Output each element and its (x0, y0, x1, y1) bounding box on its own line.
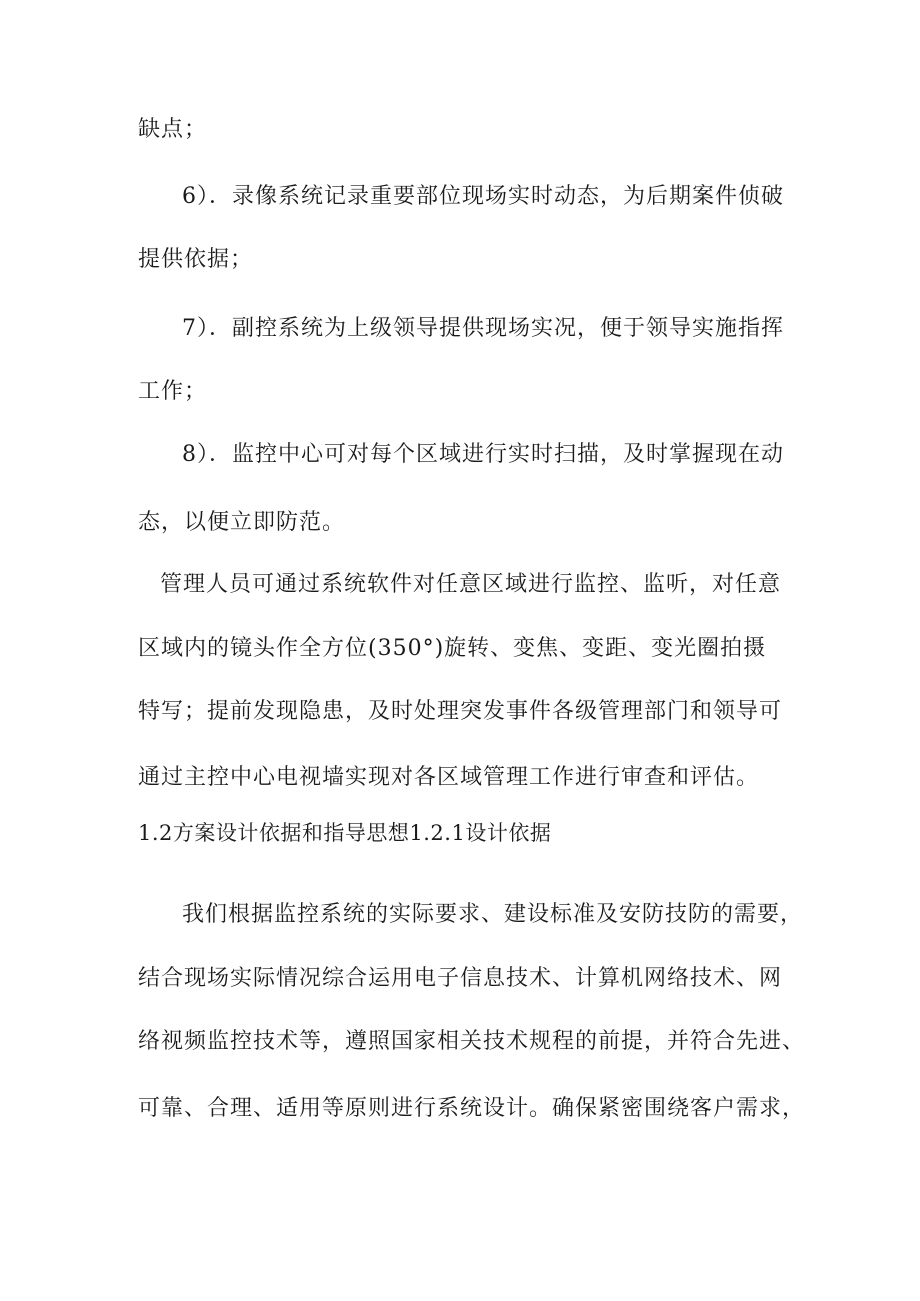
paragraph-line: 区域内的镜头作全方位(350°)旋转、变焦、变距、变光圈拍摄 (138, 636, 767, 661)
section-heading: 1.2方案设计依据和指导思想1.2.1设计依据 (138, 821, 552, 845)
list-item-8-line-1: 8）．监控中心可对每个区域进行实时扫描，及时掌握现在动 (182, 442, 784, 467)
paragraph-line: 通过主控中心电视墙实现对各区域管理工作进行审查和评估。 (138, 765, 760, 790)
list-item-7-line-1: 7）．副控系统为上级领导提供现场实况，便于领导实施指挥 (182, 316, 784, 341)
text-line: 缺点； (138, 117, 208, 142)
paragraph-line: 络视频监控技术等，遵照国家相关技术规程的前提，并符合先进、 (138, 1029, 806, 1054)
paragraph-line: 我们根据监控系统的实际要求、建设标准及安防技防的需要， (182, 902, 804, 927)
paragraph-line: 可靠、合理、适用等原则进行系统设计。确保紧密围绕客户需求， (138, 1096, 806, 1121)
list-item-7-line-2: 工作； (138, 379, 208, 404)
paragraph-line: 特写；提前发现隐患，及时处理突发事件各级管理部门和领导可 (138, 699, 783, 724)
list-item-6-line-2: 提供依据； (138, 247, 254, 272)
paragraph-line: 结合现场实际情况综合运用电子信息技术、计算机网络技术、网 (138, 966, 783, 991)
list-item-6-line-1: 6）．录像系统记录重要部位现场实时动态，为后期案件侦破 (182, 184, 784, 209)
paragraph-line: 管理人员可通过系统软件对任意区域进行监控、监听，对任意 (160, 572, 782, 597)
list-item-8-line-2: 态，以便立即防范。 (138, 510, 346, 535)
